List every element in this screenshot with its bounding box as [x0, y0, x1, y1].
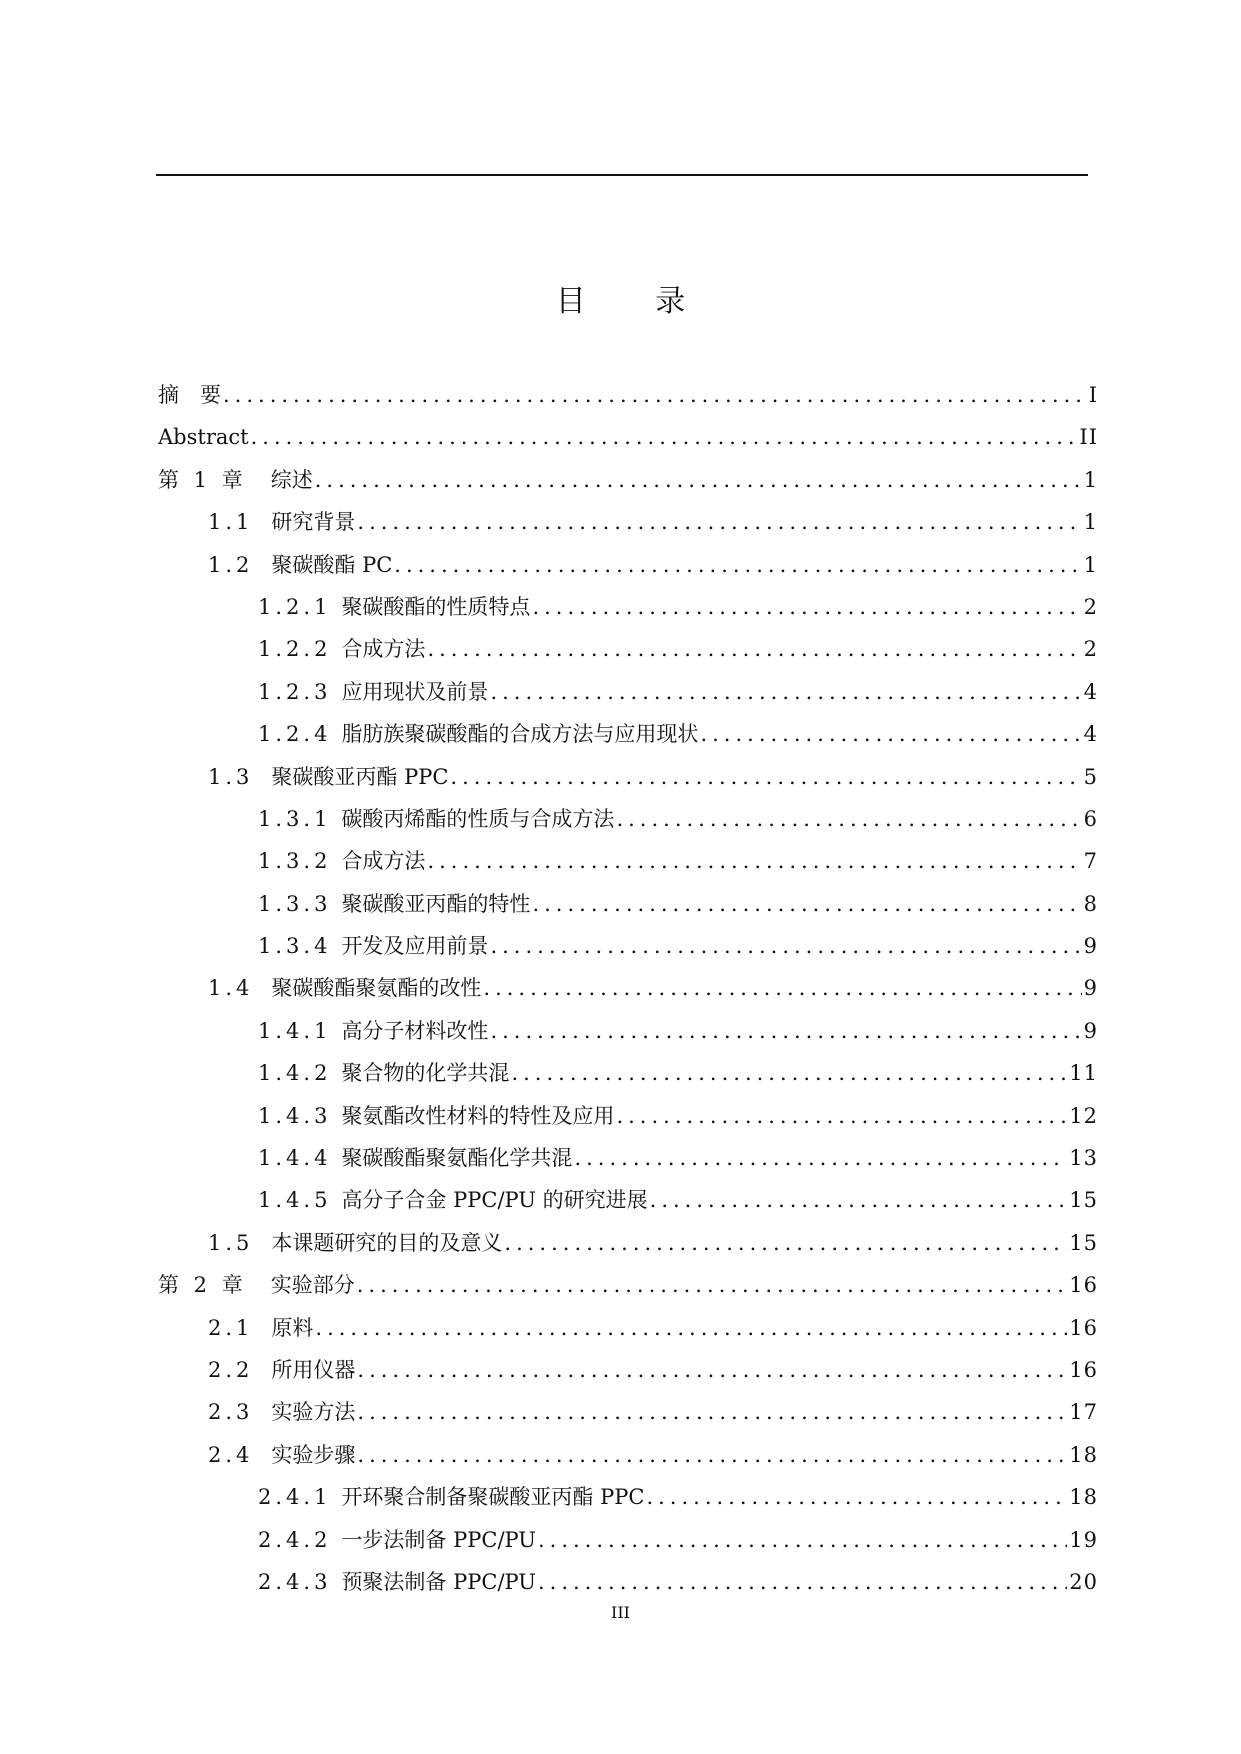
toc-dot-leader	[450, 756, 1081, 798]
toc-entry-title: 聚碳酸酯的性质特点	[341, 594, 531, 619]
toc-entry-title: 高分子合金 PPC/PU 的研究进展	[341, 1188, 648, 1213]
toc-entry-number: 1.2.1	[258, 594, 332, 619]
toc-dot-leader	[532, 883, 1081, 925]
toc-entry-title: 聚碳酸酯 PC	[271, 552, 393, 577]
toc-entry[interactable]	[158, 1010, 1098, 1052]
toc-dot-leader	[427, 840, 1081, 882]
toc-dot-leader	[427, 628, 1081, 670]
toc-dot-leader	[357, 1434, 1067, 1476]
toc-entry-title: 高分子材料改性	[341, 1018, 489, 1043]
toc-entry-page: 9	[1083, 976, 1098, 1001]
toc-entry-page: 11	[1069, 1061, 1098, 1086]
toc-entry-number: 2.4.2	[258, 1527, 332, 1552]
toc-entry-title: 脂肪族聚碳酸酯的合成方法与应用现状	[341, 722, 699, 747]
toc-entry[interactable]	[158, 501, 1098, 543]
toc-entry-title: 合成方法	[341, 637, 426, 662]
toc-dot-leader	[538, 1519, 1067, 1561]
toc-entry[interactable]	[158, 1391, 1098, 1433]
toc-entry-title: 聚碳酸酯聚氨酯的改性	[271, 976, 482, 1001]
toc-entry-number: 1.4.4	[258, 1146, 332, 1171]
toc-dot-leader	[616, 1095, 1067, 1137]
toc-entry-page: 18	[1069, 1485, 1098, 1510]
toc-entry-title: 实验步骤	[271, 1442, 356, 1467]
toc-dot-leader	[574, 1137, 1067, 1179]
page-title: 目 录	[555, 284, 716, 319]
toc-entry-number: 2.1	[208, 1315, 254, 1340]
toc-entry[interactable]	[158, 1434, 1098, 1476]
toc-entry-number: 1.4.5	[258, 1188, 332, 1213]
toc-entry-number: 1.3.2	[258, 849, 332, 874]
toc-entry-page: 4	[1083, 722, 1098, 747]
toc-dot-leader	[357, 1264, 1068, 1306]
toc-dot-leader	[394, 544, 1081, 586]
toc-entry-page: 6	[1083, 806, 1098, 831]
toc-entry-title: 应用现状及前景	[341, 679, 489, 704]
toc-entry[interactable]	[158, 459, 1098, 501]
toc-entry[interactable]	[158, 883, 1098, 925]
toc-dot-leader	[490, 925, 1081, 967]
toc-entry[interactable]	[158, 1307, 1098, 1349]
toc-entry-page: 16	[1069, 1273, 1098, 1298]
toc-entry-page: 20	[1069, 1569, 1098, 1594]
toc-entry-page: 16	[1069, 1357, 1098, 1382]
toc-entry-number: 2.2	[208, 1357, 254, 1382]
toc-dot-leader	[483, 967, 1081, 1009]
toc-entry-number: 第 2 章	[158, 1273, 247, 1298]
toc-entry[interactable]	[158, 1052, 1098, 1094]
toc-entry-title: 聚碳酸亚丙酯 PPC	[271, 764, 449, 789]
toc-entry-page: 15	[1069, 1188, 1098, 1213]
toc-entry-title: 预聚法制备 PPC/PU	[341, 1569, 536, 1594]
toc-dot-leader	[357, 1349, 1067, 1391]
toc-entry-page: 1	[1083, 552, 1098, 577]
toc-entry-title: 碳酸丙烯酯的性质与合成方法	[341, 806, 615, 831]
toc-entry-page: 18	[1069, 1442, 1098, 1467]
toc-dot-leader	[357, 1391, 1067, 1433]
toc-entry-number: 2.4	[208, 1442, 254, 1467]
toc-entry-page: 7	[1083, 849, 1098, 874]
toc-entry[interactable]	[158, 586, 1098, 628]
toc-entry[interactable]	[158, 1561, 1098, 1603]
toc-entry-title: 聚氨酯改性材料的特性及应用	[341, 1103, 615, 1128]
toc-entry[interactable]	[158, 1476, 1098, 1518]
toc-entry[interactable]	[158, 1264, 1098, 1306]
toc-entry-page: 1	[1083, 467, 1098, 492]
toc-entry-page: 13	[1069, 1146, 1098, 1171]
toc-entry-page: II	[1079, 425, 1098, 450]
toc-dot-leader	[490, 1010, 1081, 1052]
toc-entry-title: 聚合物的化学共混	[341, 1061, 510, 1086]
toc-dot-leader	[223, 374, 1087, 416]
toc-dot-leader	[504, 1222, 1067, 1264]
toc-entry[interactable]	[158, 671, 1098, 713]
toc-entry-number: 1.4.2	[258, 1061, 332, 1086]
toc-entry-page: 9	[1083, 1018, 1098, 1043]
toc-entry[interactable]	[158, 925, 1098, 967]
toc-entry-title: 研究背景	[271, 510, 356, 535]
toc-entry[interactable]	[158, 1349, 1098, 1391]
toc-entry-title: 聚碳酸酯聚氨酯化学共混	[341, 1146, 573, 1171]
toc-entry-page: 4	[1083, 679, 1098, 704]
toc-entry-title: 所用仪器	[271, 1357, 356, 1382]
toc-entry[interactable]	[158, 1179, 1098, 1221]
toc-dot-leader	[646, 1476, 1067, 1518]
toc-entry-page: 2	[1083, 594, 1098, 619]
toc-dot-leader	[315, 459, 1082, 501]
toc-entry[interactable]	[158, 798, 1098, 840]
header-rule	[156, 174, 1088, 176]
toc-entry-title: 原料	[271, 1315, 314, 1340]
toc-dot-leader	[538, 1561, 1067, 1603]
toc-entry-number: 2.4.1	[258, 1485, 332, 1510]
toc-entry[interactable]	[158, 1137, 1098, 1179]
toc-entry-number: 1.2	[208, 552, 254, 577]
toc-entry-title: 综述	[270, 467, 313, 492]
toc-entry-title: 本课题研究的目的及意义	[271, 1230, 503, 1255]
table-of-contents	[158, 374, 1098, 1603]
toc-entry-page: 19	[1069, 1527, 1098, 1552]
toc-dot-leader	[650, 1179, 1068, 1221]
toc-entry-number: 1.3.3	[258, 891, 332, 916]
toc-entry[interactable]	[158, 416, 1098, 458]
toc-entry-page: 2	[1083, 637, 1098, 662]
toc-entry-title: 合成方法	[341, 849, 426, 874]
toc-entry-page: 8	[1083, 891, 1098, 916]
toc-entry-number: 1.3.4	[258, 934, 332, 959]
toc-dot-leader	[511, 1052, 1067, 1094]
toc-entry-number: 1.2.3	[258, 679, 332, 704]
toc-entry-title: 聚碳酸亚丙酯的特性	[341, 891, 531, 916]
toc-entry-page: I	[1088, 383, 1098, 407]
toc-entry-title: 实验方法	[271, 1400, 356, 1425]
toc-entry-page: 16	[1069, 1315, 1098, 1340]
toc-entry[interactable]	[158, 1519, 1098, 1561]
toc-dot-leader	[315, 1307, 1067, 1349]
toc-entry[interactable]	[158, 1222, 1098, 1264]
toc-entry-number: 1.4	[208, 976, 254, 1001]
toc-entry-number: 2.3	[208, 1400, 254, 1425]
toc-entry-number: 1.4.1	[258, 1018, 332, 1043]
page-number: III	[611, 1603, 630, 1622]
toc-entry-number: 1.5	[208, 1230, 254, 1255]
toc-entry-number: 1.1	[208, 510, 254, 535]
toc-entry[interactable]	[158, 840, 1098, 882]
toc-entry-page: 12	[1069, 1103, 1098, 1128]
toc-entry-number: 1.2.2	[258, 637, 332, 662]
toc-entry-page: 17	[1069, 1400, 1098, 1425]
toc-dot-leader	[357, 501, 1081, 543]
toc-entry-number: 1.3.1	[258, 806, 332, 831]
toc-entry[interactable]	[158, 374, 1098, 416]
toc-entry-title: Abstract	[158, 425, 249, 450]
toc-dot-leader	[251, 416, 1078, 458]
toc-entry-page: 1	[1083, 510, 1098, 535]
toc-entry-page: 5	[1083, 764, 1098, 789]
toc-entry-title: 实验部分	[270, 1273, 355, 1298]
toc-entry-title: 摘 要	[158, 383, 221, 407]
toc-entry-title: 开环聚合制备聚碳酸亚丙酯 PPC	[341, 1485, 645, 1510]
toc-entry-number: 2.4.3	[258, 1569, 332, 1594]
toc-entry[interactable]	[158, 713, 1098, 755]
toc-entry-number: 1.4.3	[258, 1103, 332, 1128]
toc-entry[interactable]	[158, 967, 1098, 1009]
toc-entry-number: 1.3	[208, 764, 254, 789]
toc-entry[interactable]	[158, 756, 1098, 798]
toc-dot-leader	[616, 798, 1081, 840]
toc-entry-number: 1.2.4	[258, 722, 332, 747]
toc-entry-title: 开发及应用前景	[341, 934, 489, 959]
toc-dot-leader	[700, 713, 1081, 755]
toc-dot-leader	[532, 586, 1081, 628]
toc-entry-title: 一步法制备 PPC/PU	[341, 1527, 536, 1552]
toc-entry[interactable]	[158, 544, 1098, 586]
toc-entry-page: 15	[1069, 1230, 1098, 1255]
toc-dot-leader	[490, 671, 1081, 713]
toc-entry[interactable]	[158, 1095, 1098, 1137]
toc-entry-page: 9	[1083, 934, 1098, 959]
toc-entry-number: 第 1 章	[158, 467, 247, 492]
toc-entry[interactable]	[158, 628, 1098, 670]
